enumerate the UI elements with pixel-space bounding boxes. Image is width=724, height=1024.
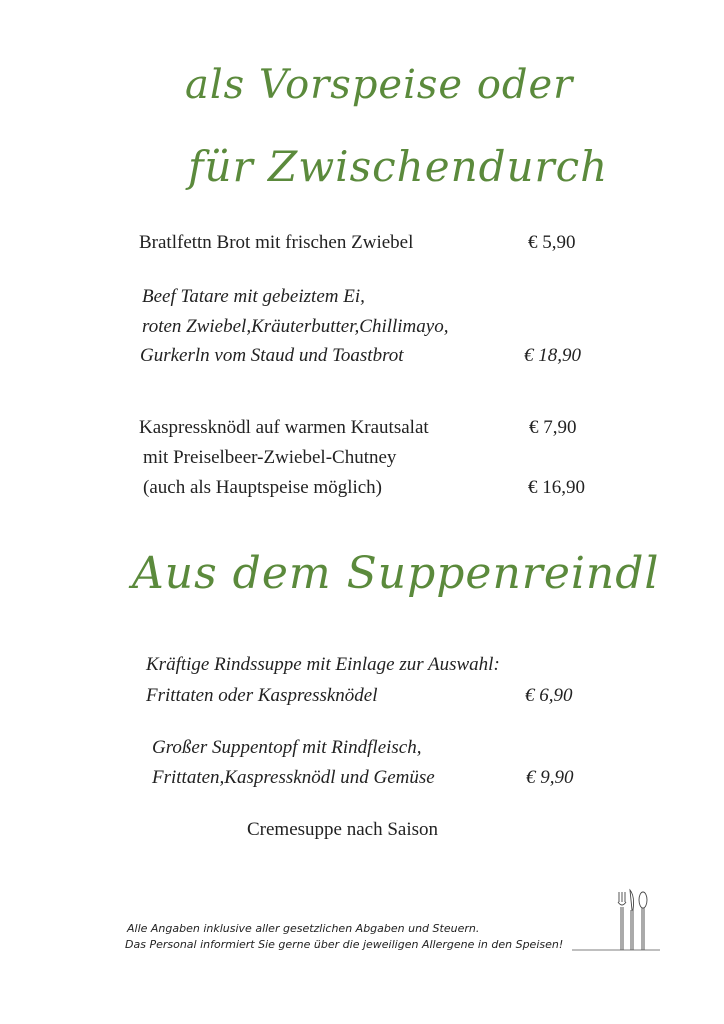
soup-2-price: € 9,90 [526, 767, 574, 788]
starter-2-line-2: roten Zwiebel,Kräuterbutter,Chillimayo, [142, 316, 449, 337]
heading-starters-line1: als Vorspeise oder [185, 62, 574, 108]
starter-3-price: € 7,90 [529, 417, 577, 438]
starter-3-line-3: (auch als Hauptspeise möglich) [143, 477, 383, 498]
soup-1-line-1: Kräftige Rindssuppe mit Einlage zur Auswahl: [146, 654, 500, 675]
starter-2-line-3: Gurkerln vom Staud und Toastbrot [140, 345, 404, 366]
starter-1-line-1: Bratlfettn Brot mit frischen Zwiebel [139, 232, 414, 253]
soup-1-line-2: Frittaten oder Kaspressknödel [146, 685, 378, 706]
starter-2-price: € 18,90 [524, 345, 581, 366]
starter-2-line-1: Beef Tatare mit gebeiztem Ei, [142, 286, 365, 307]
footer-allergen-note: Das Personal informiert Sie gerne über die jeweiligen Allergene in den Speisen! [125, 938, 564, 951]
footer-taxes-note: Alle Angaben inklusive aller gesetzlichen Abgaben und Steuern. [127, 922, 480, 935]
soup-1-price: € 6,90 [525, 685, 573, 706]
cutlery-icon [572, 888, 662, 958]
starter-1-price: € 5,90 [528, 232, 576, 253]
starter-3-line-1: Kaspressknödl auf warmen Krautsalat [139, 417, 429, 438]
starter-3-line-2: mit Preiselbeer-Zwiebel-Chutney [143, 447, 397, 468]
heading-starters-line2: für Zwischendurch [188, 142, 609, 191]
heading-soups: Aus dem Suppenreindl [132, 548, 660, 599]
starter-3-price-main: € 16,90 [528, 477, 585, 498]
soup-2-line-1: Großer Suppentopf mit Rindfleisch, [152, 737, 422, 758]
soup-2-line-2: Frittaten,Kaspressknödl und Gemüse [152, 767, 435, 788]
cream-soup: Cremesuppe nach Saison [247, 819, 439, 840]
